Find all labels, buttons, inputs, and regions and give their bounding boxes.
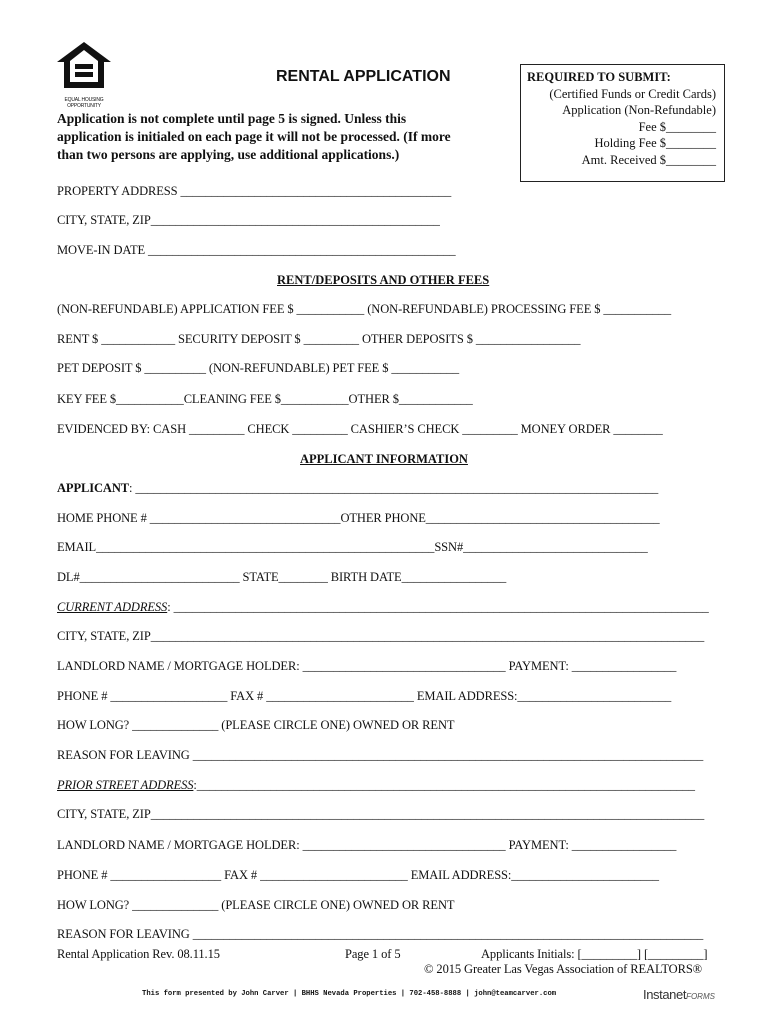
prior-address-label: PRIOR STREET ADDRESS: [57, 778, 194, 792]
current-phone-fax-email-fields[interactable]: PHONE # ___________________ FAX # ________________________ EMAIL ADDRESS:_________________________: [57, 689, 672, 703]
required-line-1: (Certified Funds or Credit Cards): [549, 86, 716, 101]
copyright-notice: © 2015 Greater Las Vegas Association of REALTORS®: [424, 962, 703, 976]
email-ssn-fields[interactable]: EMAIL_______________________________________________________SSN#______________________________: [57, 540, 648, 554]
application-processing-fee-fields[interactable]: (NON-REFUNDABLE) APPLICATION FEE $ ___________ (NON-REFUNDABLE) PROCESSING FEE $ ___________: [57, 302, 672, 316]
applicant-heading: APPLICANT INFORMATION: [300, 452, 468, 466]
applicant-label: APPLICANT: [57, 481, 130, 495]
evidenced-by-fields[interactable]: EVIDENCED BY: CASH _________ CHECK _________ CASHIER’S CHECK _________ MONEY ORDER ________: [57, 422, 663, 436]
prior-phone-fax-email-fields[interactable]: PHONE # __________________ FAX # ________________________ EMAIL ADDRESS:________________________: [57, 868, 659, 882]
intro-line-1: Application is not complete until page 5 is signed. Unless this: [57, 111, 407, 126]
current-reason-field[interactable]: REASON FOR LEAVING ___________________________________________________________________________________: [57, 748, 704, 762]
required-to-submit-box: [520, 64, 725, 182]
prior-address-field[interactable]: [57, 778, 695, 793]
required-title: REQUIRED TO SUBMIT:: [527, 70, 671, 84]
pet-fee-fields[interactable]: PET DEPOSIT $ __________ (NON-REFUNDABLE) PET FEE $ ___________: [57, 361, 460, 375]
key-cleaning-other-fields[interactable]: KEY FEE $___________CLEANING FEE $___________OTHER $____________: [57, 392, 473, 406]
intro-line-2: application is initialed on each page it will not be processed. (If more: [57, 129, 451, 144]
required-line-2: Application (Non-Refundable): [562, 103, 716, 117]
page-title: RENTAL APPLICATION: [276, 68, 451, 85]
phone-fields[interactable]: HOME PHONE # _______________________________OTHER PHONE______________________________________: [57, 511, 660, 525]
property-address-field[interactable]: PROPERTY ADDRESS ____________________________________________: [57, 184, 452, 198]
current-address-blank[interactable]: : _______________________________________________________________________________________: [167, 600, 709, 614]
page-number: Page 1 of 5: [345, 947, 401, 961]
instanet-forms-logo: [643, 986, 715, 1004]
intro-line-3: than two persons are applying, use additional applications.): [57, 147, 400, 162]
current-address-field[interactable]: [57, 600, 709, 615]
required-line-5: Amt. Received $________: [581, 152, 716, 167]
revision-label: Rental Application Rev. 08.11.15: [57, 947, 220, 961]
prior-landlord-field[interactable]: LANDLORD NAME / MORTGAGE HOLDER: _________________________________ PAYMENT: _________________: [57, 838, 677, 852]
instanet-forms-label: FORMS: [686, 992, 715, 1001]
required-line-3: Fee $________: [638, 119, 716, 134]
applicant-initials-field[interactable]: Applicants Initials: [_________] [_________]: [481, 947, 708, 961]
current-landlord-field[interactable]: LANDLORD NAME / MORTGAGE HOLDER: _________________________________ PAYMENT: _________________: [57, 659, 677, 673]
equal-housing-logo: [54, 40, 114, 109]
current-how-long-field[interactable]: HOW LONG? ______________ (PLEASE CIRCLE ONE) OWNED OR RENT: [57, 718, 455, 732]
prior-city-field[interactable]: CITY, STATE, ZIP__________________________________________________________________________________________: [57, 807, 705, 821]
intro-paragraph: [57, 110, 451, 164]
fees-heading: RENT/DEPOSITS AND OTHER FEES: [277, 273, 490, 287]
applicant-name-field[interactable]: [57, 481, 658, 496]
current-city-field[interactable]: CITY, STATE, ZIP__________________________________________________________________________________________: [57, 629, 705, 643]
dl-state-birthdate-fields[interactable]: DL#__________________________ STATE________ BIRTH DATE_________________: [57, 570, 507, 584]
prior-address-blank[interactable]: :_________________________________________________________________________________: [193, 778, 695, 792]
prior-how-long-field[interactable]: HOW LONG? ______________ (PLEASE CIRCLE ONE) OWNED OR RENT: [57, 898, 455, 912]
move-in-date-field[interactable]: MOVE-IN DATE __________________________________________________: [57, 243, 456, 257]
applicant-name-blank[interactable]: : _____________________________________________________________________________________: [129, 481, 659, 495]
rent-deposit-fields[interactable]: RENT $ ____________ SECURITY DEPOSIT $ _________ OTHER DEPOSITS $ _________________: [57, 332, 581, 346]
prior-reason-field[interactable]: REASON FOR LEAVING ___________________________________________________________________________________: [57, 927, 704, 941]
equal-housing-icon: [54, 40, 114, 92]
required-line-4: Holding Fee $________: [594, 136, 716, 150]
logo-caption: EQUAL HOUSING OPPORTUNITY: [64, 97, 104, 109]
presented-by-line: This form presented by John Carver | BHHS Nevada Properties | 702-458-8888 | john@teamcarver.com: [142, 990, 557, 998]
instanet-brand: Instanet: [643, 987, 687, 1002]
property-city-field[interactable]: CITY, STATE, ZIP_______________________________________________: [57, 213, 440, 227]
current-address-label: CURRENT ADDRESS: [57, 600, 168, 614]
